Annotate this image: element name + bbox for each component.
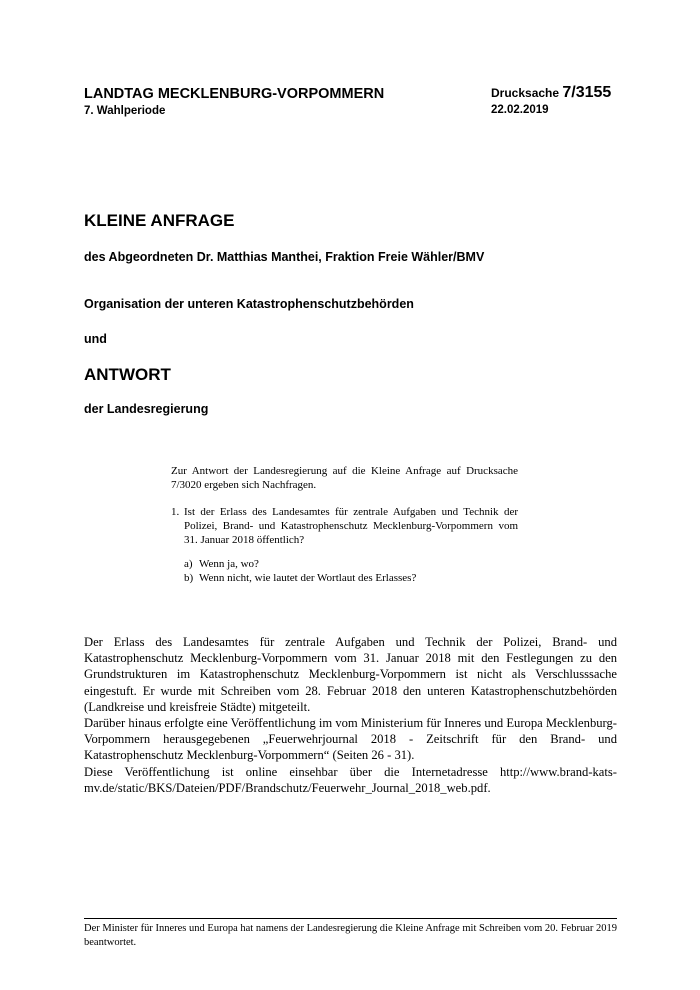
drucksache-date: 22.02.2019 <box>491 104 549 116</box>
question-item <box>171 505 518 547</box>
question-number: 1. <box>171 506 180 518</box>
question-text: Ist der Erlass des Landesamtes für zentrale Aufgaben und Technik der Polizei, Brand- und Katastrophenschutz Mecklenburg-Vorpommern vom 31. Januar 2018 öffentlich? <box>184 506 518 546</box>
question-subitem <box>184 557 518 571</box>
footnote-divider <box>84 918 617 919</box>
question-block <box>171 464 518 585</box>
answer-paragraph: Der Erlass des Landesamtes für zentrale Aufgaben und Technik der Polizei, Brand- und Katastrophenschutz Mecklenburg-Vorpommern vom 31. Januar 2018 mit den Festlegungen zu den Grundstrukturen im Katastrophenschutz Mecklenburg-Vorpommern ist nicht als Verschlusssache eingestuft. Er wurde mit Schreiben vom 28. Februar 2018 den unteren Katastrophenschutzbehörden (Landkreise und kreisfreie Städte) mitgeteilt. <box>84 635 617 714</box>
question-subitem <box>184 571 518 585</box>
subitem-label: b) <box>184 572 194 584</box>
question-subitems <box>184 557 518 585</box>
and-connector: und <box>84 332 107 346</box>
answer-paragraph: Diese Veröffentlichung ist online einsehbar über die Internetadresse http://www.brand-kats-mv.de/static/BKS/Dateien/PDF/Brandschutz/Feuerwehr_Journal_2018_web.pdf. <box>84 764 617 795</box>
footnote: Der Minister für Inneres und Europa hat namens der Landesregierung die Kleine Anfrage mit Schreiben vom 20. Februar 2019 beantwortet. <box>84 923 617 948</box>
answer-by-line: der Landesregierung <box>84 402 209 416</box>
drucksache-label: Drucksache <box>491 86 560 100</box>
subitem-text: Wenn ja, wo? <box>199 558 259 570</box>
answer-paragraph: Darüber hinaus erfolgte eine Veröffentlichung im vom Ministerium für Inneres und Europa Mecklenburg-Vorpommern herausgegebenen „Feuerwehrjournal 2018 - Zeitschrift für den Brand- und Katastrophenschutz Mecklenburg-Vorpommern“ (Seiten 26 - 31). <box>84 716 617 763</box>
legislative-period: 7. Wahlperiode <box>84 105 166 117</box>
drucksache-line <box>491 84 611 102</box>
parliament-name: LANDTAG MECKLENBURG-VORPOMMERN <box>84 86 385 102</box>
document-kind-heading: KLEINE ANFRAGE <box>84 211 235 230</box>
subject-heading: Organisation der unteren Katastrophenschutzbehörden <box>84 297 414 311</box>
subitem-text: Wenn nicht, wie lautet der Wortlaut des Erlasses? <box>199 572 417 584</box>
answer-heading: ANTWORT <box>84 365 171 384</box>
drucksache-number: 7/3155 <box>562 84 612 101</box>
answer-body <box>84 634 617 796</box>
document-header-left <box>84 86 384 118</box>
subitem-label: a) <box>184 558 193 570</box>
document-header-right <box>491 84 611 117</box>
author-line: des Abgeordneten Dr. Matthias Manthei, Fraktion Freie Wähler/BMV <box>84 250 485 264</box>
question-intro: Zur Antwort der Landesregierung auf die Kleine Anfrage auf Drucksache 7/3020 ergeben sich Nachfragen. <box>171 465 518 491</box>
